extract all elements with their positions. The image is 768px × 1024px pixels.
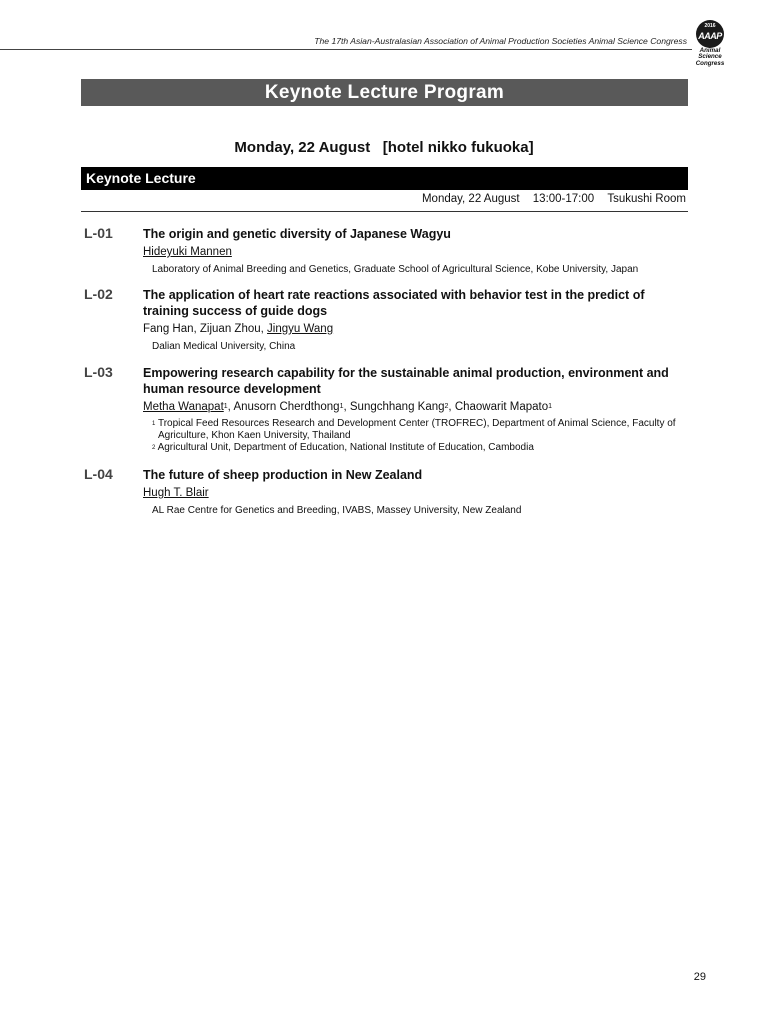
lecture-id: L-03	[84, 364, 113, 380]
affiliation-item	[152, 418, 683, 442]
affil-sup: 1	[152, 421, 156, 427]
session-room: Tsukushi Room	[607, 193, 686, 205]
author: Fang Han	[143, 323, 194, 335]
lecture-id: L-04	[84, 466, 113, 482]
logo-word: Congress	[695, 59, 725, 67]
author-sup: 2	[444, 403, 449, 410]
lecture-authors: Fang Han, Zijuan Zhou, Jingyu Wang	[143, 323, 334, 335]
logo-word: Animal	[699, 47, 721, 54]
logo-words	[690, 48, 730, 67]
lecture-body	[143, 226, 683, 276]
logo-letters: AAAP	[698, 31, 722, 41]
lecture-affiliation: Dalian Medical University, China	[152, 341, 296, 352]
header-rule	[0, 49, 692, 50]
author: Sungchhang Kang	[349, 401, 445, 413]
lecture-affiliations	[152, 418, 683, 454]
author-sup: 1	[223, 403, 228, 410]
lecture-body	[143, 365, 683, 454]
session-time: 13:00-17:00	[532, 193, 595, 205]
lecture-authors	[143, 245, 683, 260]
author: Chaowarit Mapato	[454, 401, 549, 413]
lecture-title: The origin and genetic diversity of Japanese Wagyu	[143, 227, 451, 241]
affiliation-item	[152, 442, 683, 454]
author: Anusorn Cherdthong	[233, 401, 340, 413]
author-sup: 1	[339, 403, 344, 410]
logo-year: 2016	[704, 23, 716, 29]
aaap-logo	[690, 18, 730, 68]
lecture-body	[143, 287, 683, 353]
logo-word: Science	[698, 53, 722, 61]
lecture-affiliation: Laboratory of Animal Breeding and Genetics, Graduate School of Agricultural Science, Kobe University, Japan	[152, 264, 639, 275]
date-heading: Monday, 22 August [hotel nikko fukuoka]	[234, 139, 534, 156]
lecture-authors: Metha Wanapat$^1$, Anusorn Cherdthong$^1$, Sungchhang Kang$^2$, Chaowarit Mapato$^1$	[143, 401, 553, 413]
presenting-author: Metha Wanapat	[143, 401, 224, 413]
affil-sup: 2	[152, 445, 156, 451]
lecture-title: The application of heart rate reactions associated with behavior test in the predict of training success of guide dogs	[143, 288, 645, 318]
author: Zijuan Zhou	[199, 323, 261, 335]
presenting-author: Hugh T. Blair	[143, 487, 209, 499]
session-date: Monday, 22 August	[421, 193, 520, 205]
lecture-id: L-02	[84, 286, 113, 302]
session-info	[412, 193, 686, 205]
program-banner: Keynote Lecture Program	[81, 79, 688, 106]
page-number: 29	[693, 971, 706, 983]
lecture-title: Empowering research capability for the sustainable animal production, environment and human resource development	[143, 366, 669, 396]
lecture-authors	[143, 486, 683, 501]
lecture-affiliation: AL Rae Centre for Genetics and Breeding, IVABS, Massey University, New Zealand	[152, 505, 522, 516]
author-sup: 1	[548, 403, 553, 410]
presenting-author: Jingyu Wang	[267, 323, 334, 335]
lecture-title: The future of sheep production in New Zealand	[143, 468, 423, 482]
affil-text: Agricultural Unit, Department of Education, National Institute of Education, Cambodia	[157, 442, 534, 453]
lecture-body	[143, 467, 683, 517]
congress-header: The 17th Asian-Australasian Association of Animal Production Societies Animal Science Congress	[314, 36, 687, 46]
lecture-id: L-01	[84, 225, 113, 241]
presenting-author: Hideyuki Mannen	[143, 246, 232, 258]
affil-text: Tropical Feed Resources Research and Development Center (TROFREC), Department of Animal Science, Faculty of Agriculture, Khon Kaen University, Thailand	[157, 418, 676, 441]
session-rule	[81, 211, 688, 212]
section-title: Keynote Lecture	[81, 167, 688, 190]
